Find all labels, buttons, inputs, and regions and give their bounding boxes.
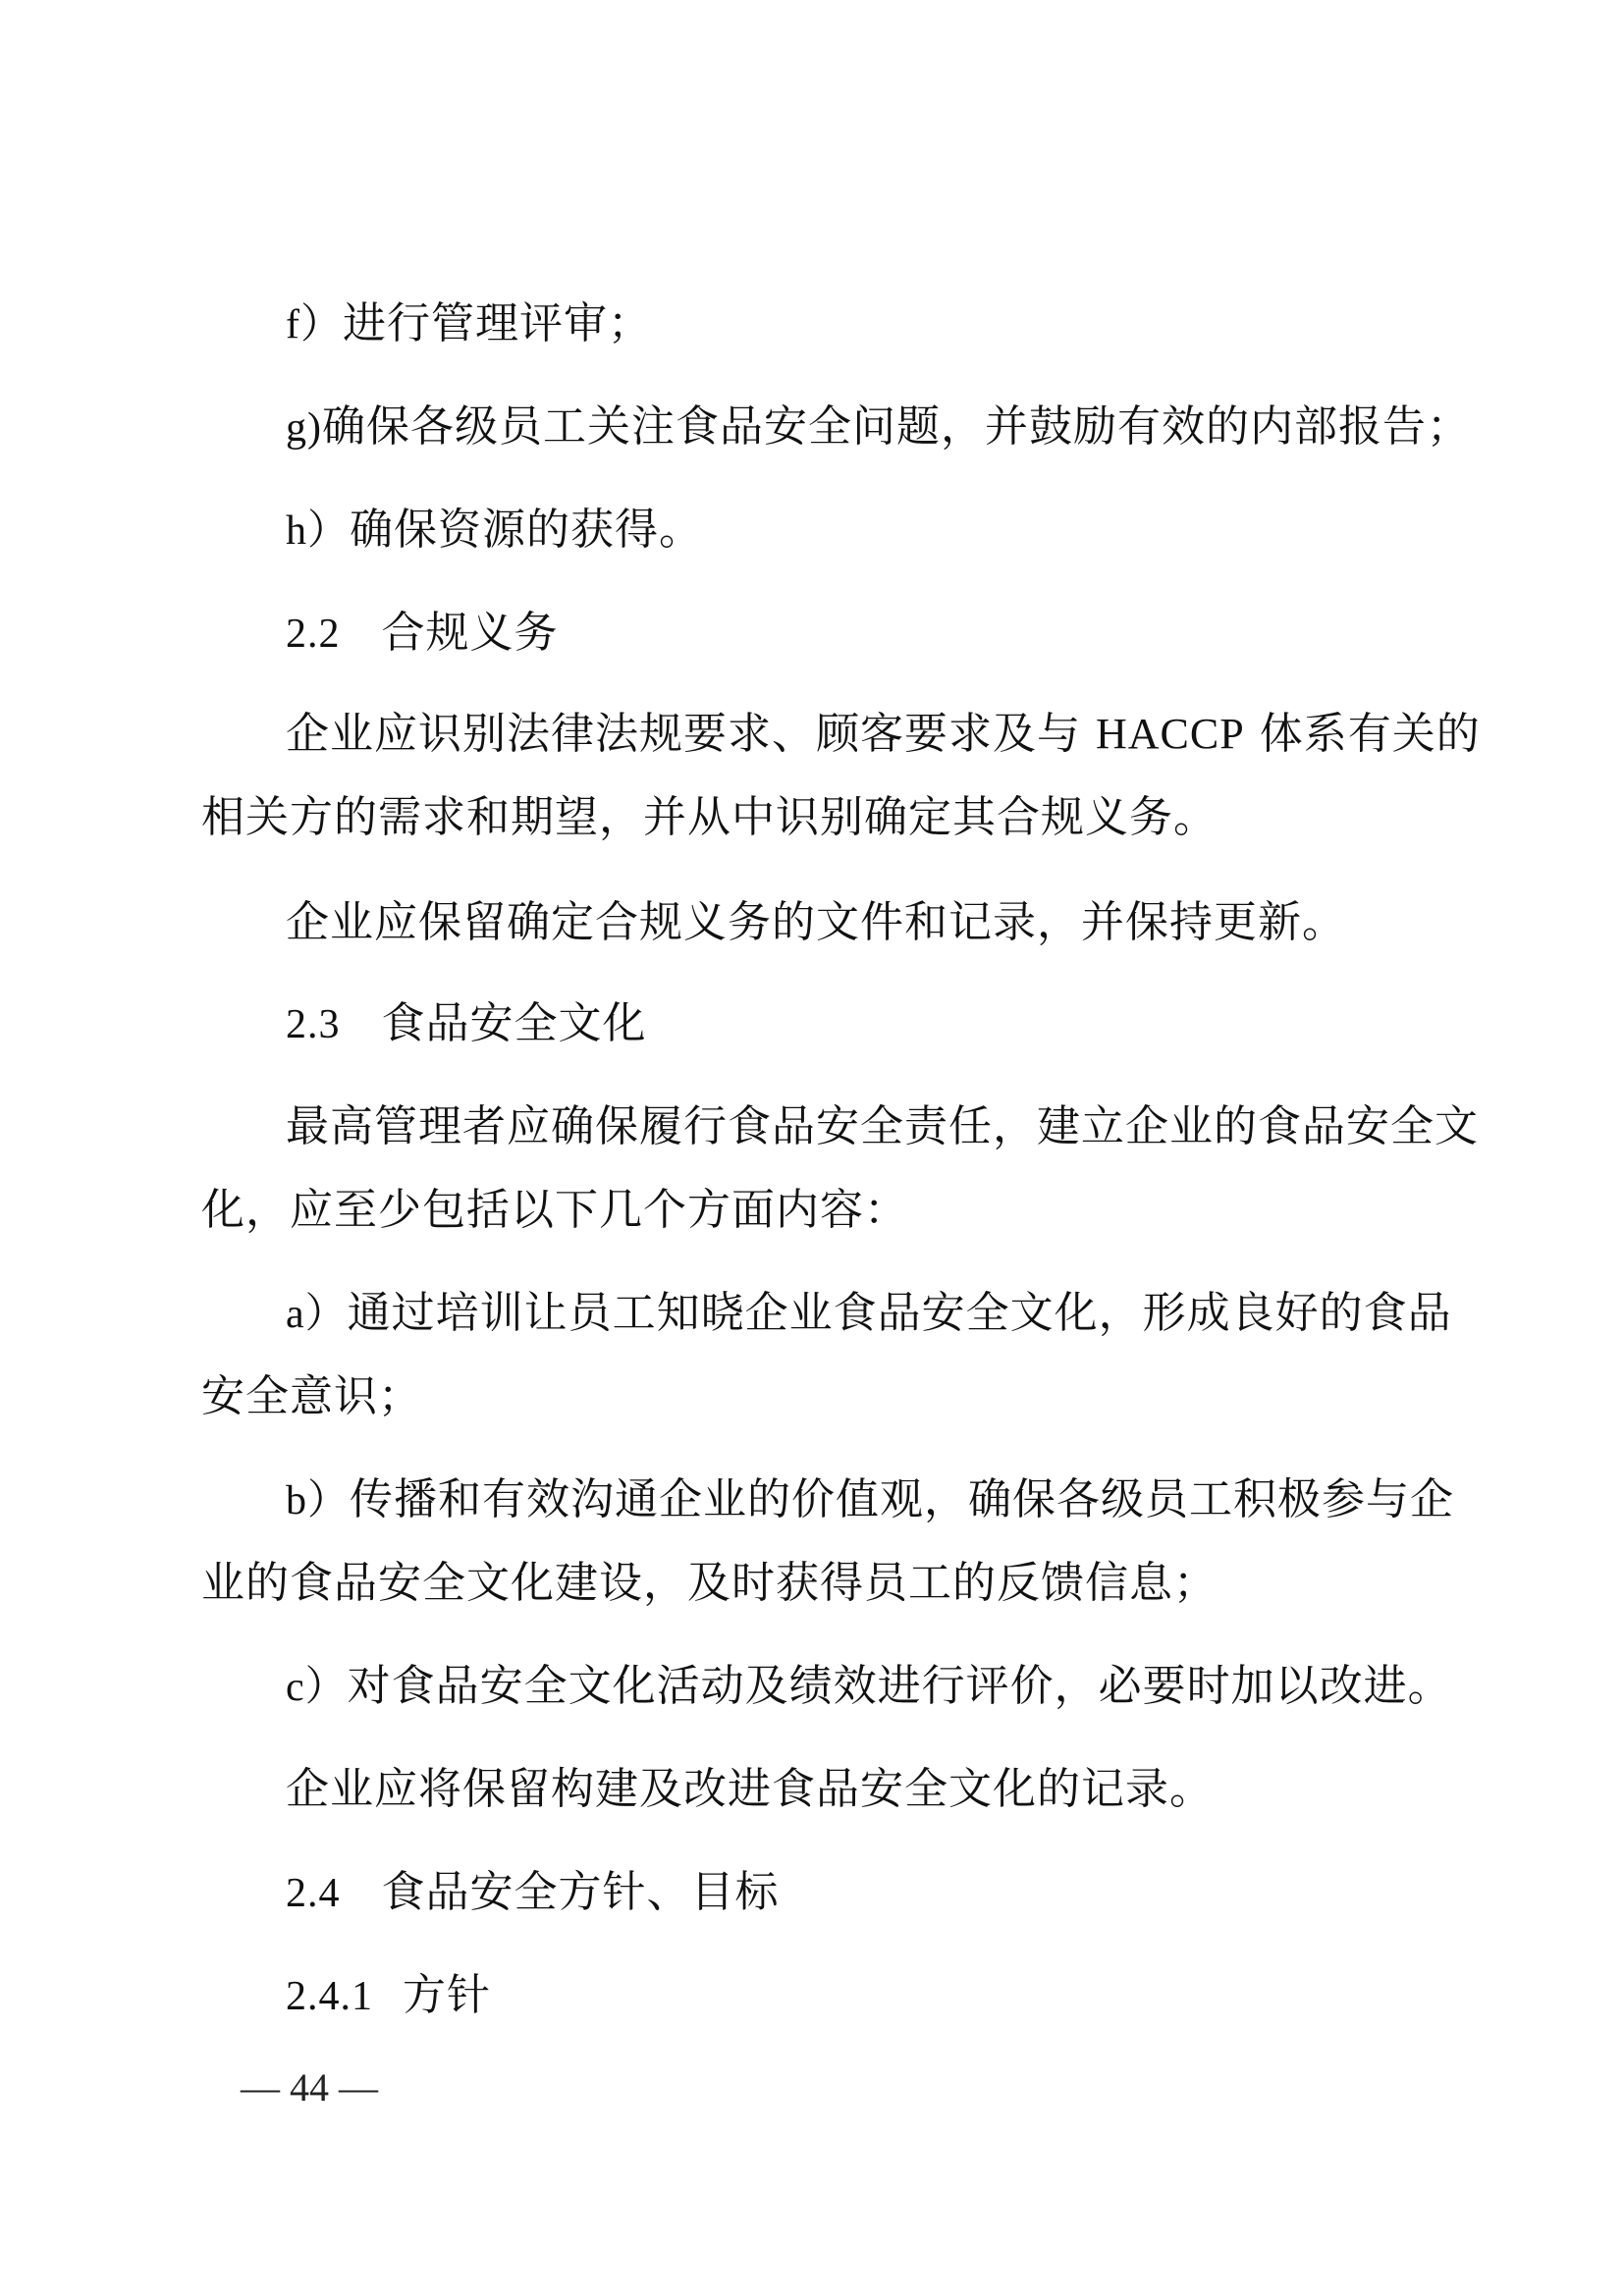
paragraph-line [0,1181,1624,1240]
list-item-a [0,1284,1624,1344]
list-item-b [0,1470,1624,1530]
list-item-text: 安全意识； [201,1371,422,1421]
list-item-text: 进行管理评审； [343,298,652,348]
list-item-text: 确保各级员工关注食品安全问题，并鼓励有效的内部报告； [322,401,1471,452]
section-heading-2-4-1 [0,1966,1624,2026]
list-item-b-cont [0,1554,1624,1613]
section-title: 方针 [403,1970,491,2020]
paragraph-text: 企业应保留确定合规义务的文件和记录，并保持更新。 [286,897,1346,947]
list-marker: h） [286,508,351,554]
section-title: 合规义务 [381,608,559,658]
page-number: — 44 — [241,2065,378,2109]
section-number: 2.4 [286,1871,341,1916]
list-marker: b） [286,1478,351,1523]
section-heading-2-2 [0,604,1624,664]
list-item-f [0,294,1624,354]
list-marker: c） [286,1665,348,1710]
list-item-text: 传播和有效沟通企业的价值观，确保各级员工积极参与企 [350,1474,1455,1524]
paragraph-text: 企业应将保留构建及改进食品安全文化的记录。 [286,1764,1214,1814]
section-heading-2-4 [0,1863,1624,1923]
paragraph-text: 最高管理者应确保履行食品安全责任，建立企业的食品安全文 [286,1101,1479,1151]
list-item-text: 对食品安全文化活动及绩效进行评价，必要时加以改进。 [347,1661,1452,1711]
list-item-a-cont [0,1367,1624,1426]
paragraph-text: HACCP [1096,710,1245,758]
paragraph-line [0,893,1624,952]
section-title: 食品安全方针、目标 [381,1867,780,1917]
list-item-c [0,1657,1624,1717]
list-item-text: 通过培训让员工知晓企业食品安全文化，形成良好的食品 [347,1288,1452,1338]
paragraph-text: 企业应识别法律法规要求、顾客要求及与 [286,709,1096,759]
paragraph-text: 化，应至少包括以下几个方面内容： [201,1185,908,1235]
paragraph-text: 相关方的需求和期望，并从中识别确定其合规义务。 [201,792,1218,842]
list-marker: g) [286,405,322,451]
paragraph-line [0,1760,1624,1819]
list-item-g [0,398,1624,457]
list-marker: a） [286,1292,348,1337]
section-number: 2.2 [286,612,341,657]
section-heading-2-3 [0,994,1624,1054]
section-number: 2.3 [286,1002,341,1047]
list-marker: f） [286,302,343,347]
section-number: 2.4.1 [286,1974,373,2019]
paragraph-line [0,1097,1624,1156]
list-item-text: 确保资源的获得。 [350,505,704,555]
list-item-h [0,501,1624,561]
paragraph-text: 体系有关的 [1244,709,1481,759]
list-item-text: 业的食品安全文化建设，及时获得员工的反馈信息； [201,1558,1218,1608]
paragraph-line [0,788,1624,847]
paragraph-line [0,705,1624,764]
section-title: 食品安全文化 [381,998,647,1048]
